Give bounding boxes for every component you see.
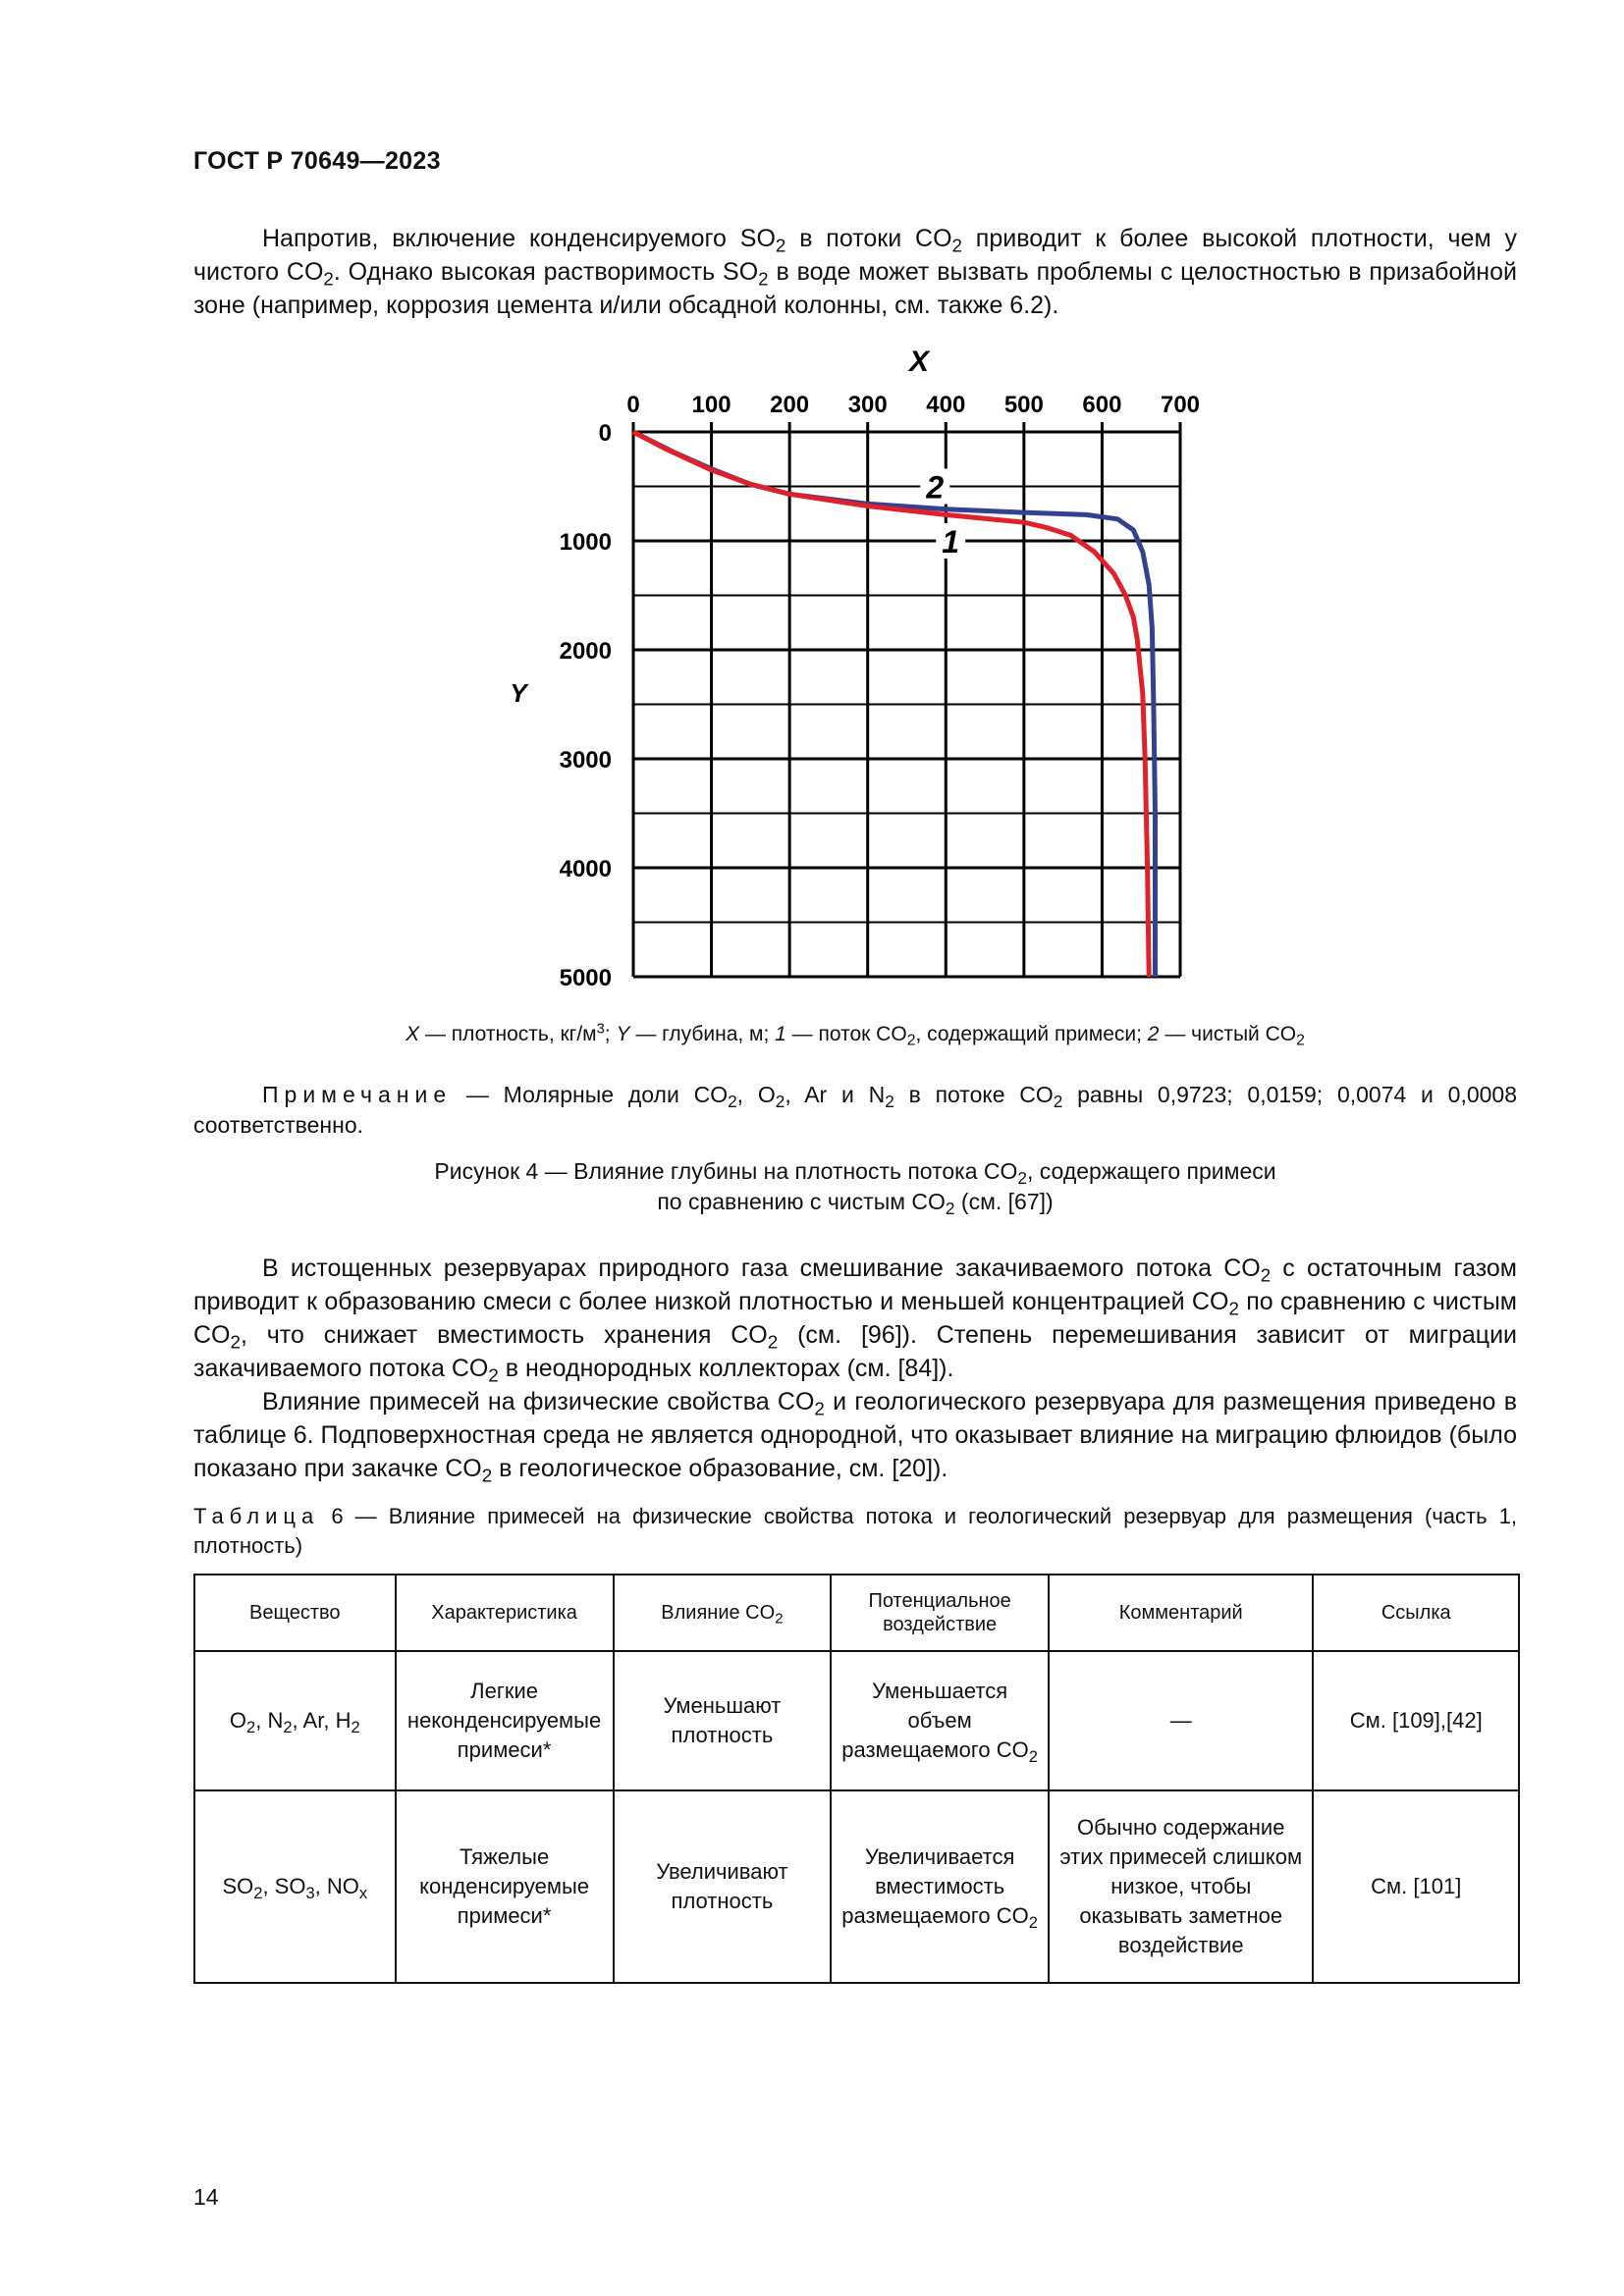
cell-comment: Обычно содержание этих примесей слишком низкое, чтобы оказывать заметное воздействие bbox=[1049, 1790, 1313, 1983]
table-row bbox=[194, 1790, 1519, 1983]
x-tick-label: 500 bbox=[1003, 392, 1044, 418]
y-tick-label: 3000 bbox=[559, 747, 612, 774]
figure-title: Рисунок 4 — Влияние глубины на плотность потока $CO_2$, содержащего примеси по сравнению с чистым $CO_2$ (см. [67]) bbox=[434, 1158, 1276, 1219]
document-header: ГОСТ Р 70649—2023 bbox=[193, 147, 441, 175]
x-axis-label: X bbox=[908, 346, 930, 378]
y-tick-label: 2000 bbox=[559, 638, 612, 665]
cell-substance: $SO_2$, $SO_3$, $NO_x$ bbox=[194, 1790, 396, 1983]
cell-substance: $O_2$, $N_2$, Ar, $H_2$ bbox=[194, 1651, 396, 1790]
x-tick-label: 200 bbox=[770, 392, 810, 418]
y-tick-label: 4000 bbox=[559, 856, 612, 882]
cell-characteristic: Тяжелые конденсируемые примеси* bbox=[396, 1790, 614, 1983]
header-reference: Ссылка bbox=[1313, 1575, 1519, 1651]
cell-effect: Увеличивают плотность bbox=[614, 1790, 832, 1983]
paragraph-intro: Напротив, включение конденсируемого $SO_2$ в потоки $CO_2$ приводит к более высокой плотности, чем у чистого $CO_2$. Однако высокая растворимость $SO_2$ в воде может вызвать проблемы с целостностью в призабойной зоне (например, коррозия цемента и/или обсадной колонны, см. также 6.2). bbox=[193, 225, 1517, 319]
table-row bbox=[194, 1651, 1519, 1790]
figure-legend-caption: X — плотность, $кг/м^3$; Y — глубина, м; 1 — поток $CO_2$, содержащий примеси; 2 — чистый $CO_2$ bbox=[406, 1021, 1305, 1049]
cell-reference: См. [109],[42] bbox=[1313, 1651, 1519, 1790]
paragraph-impurities-influence: Влияние примесей на физические свойства $CO_2$ и геологического резервуара для размещения приведено в таблице 6. Подповерхностная среда не является однородной, что оказывает влияние на миграцию флюидов (было показано при закачке $CO_2$ в геологическое образование, см. [20]). bbox=[193, 1388, 1517, 1486]
x-tick-label: 100 bbox=[691, 392, 731, 418]
x-tick-label: 700 bbox=[1160, 392, 1201, 418]
page-number: 14 bbox=[193, 2184, 219, 2210]
y-tick-label: 0 bbox=[598, 420, 612, 447]
x-tick-label: 300 bbox=[847, 392, 888, 418]
x-tick-label: 0 bbox=[626, 392, 640, 418]
table-title: Таблица 6 — Влияние примесей на физические свойства потока и геологический резервуар для размещения (часть 1, плотность) bbox=[193, 1504, 1517, 1558]
x-tick-labels bbox=[626, 392, 1200, 418]
x-tick-label: 400 bbox=[926, 392, 966, 418]
cell-potential: Уменьшается объем размещаемого $CO_2$ bbox=[831, 1651, 1049, 1790]
y-axis-label: Y bbox=[510, 678, 527, 708]
y-tick-labels bbox=[560, 420, 612, 991]
paragraph-depleted-reservoirs: В истощенных резервуарах природного газа смешивание закачиваемого потока $CO_2$ с остаточным газом приводит к образованию смеси с более низкой плотностью и меньшей концентрацией $CO_2$ по сравнению с чистым $CO_2$, что снижает вместимость хранения $CO_2$ (см. [96]). Степень перемешивания зависит от миграции закачиваемого потока $CO_2$ в неоднородных коллекторах (см. [84]). Влияние примесей на физические свойства $CO_2$ и геологического резервуара для размещения приведено в таблице 6. Подповерхностная среда не является однородной, что оказывает влияние на миграцию флюидов (было показано при закачке $CO_2$ в геологическое образование, см. [20]). bbox=[193, 1255, 1517, 1486]
header-substance: Вещество bbox=[194, 1575, 396, 1651]
header-effect: Влияние $CO_2$ bbox=[614, 1575, 832, 1651]
cell-effect: Уменьшают плотность bbox=[614, 1651, 832, 1790]
header-potential: Потенциальное воздействие bbox=[831, 1575, 1049, 1651]
table-header-row bbox=[194, 1575, 1519, 1651]
series-label: 2 bbox=[926, 469, 945, 506]
y-tick-label: 5000 bbox=[559, 965, 612, 991]
density-depth-chart bbox=[471, 339, 1237, 1006]
cell-potential: Увеличивается вместимость размещаемого $CO_2$ bbox=[831, 1790, 1049, 1983]
x-tick-label: 600 bbox=[1082, 392, 1122, 418]
y-tick-label: 1000 bbox=[559, 529, 612, 556]
figure-note: Примечание — Молярные доли $CO_2$, $O_2$, Ar и $N_2$ в потоке $CO_2$ равны 0,9723; 0,0159; 0,0074 и 0,0008 соответственно. bbox=[193, 1082, 1518, 1138]
header-comment: Комментарий bbox=[1049, 1575, 1313, 1651]
header-characteristic: Характеристика bbox=[396, 1575, 614, 1651]
cell-reference: См. [101] bbox=[1313, 1790, 1519, 1983]
series-label: 1 bbox=[942, 524, 960, 560]
cell-characteristic: Легкие неконденсируемые примеси* bbox=[396, 1651, 614, 1790]
impurities-table bbox=[193, 1574, 1520, 1984]
cell-comment: — bbox=[1049, 1651, 1313, 1790]
